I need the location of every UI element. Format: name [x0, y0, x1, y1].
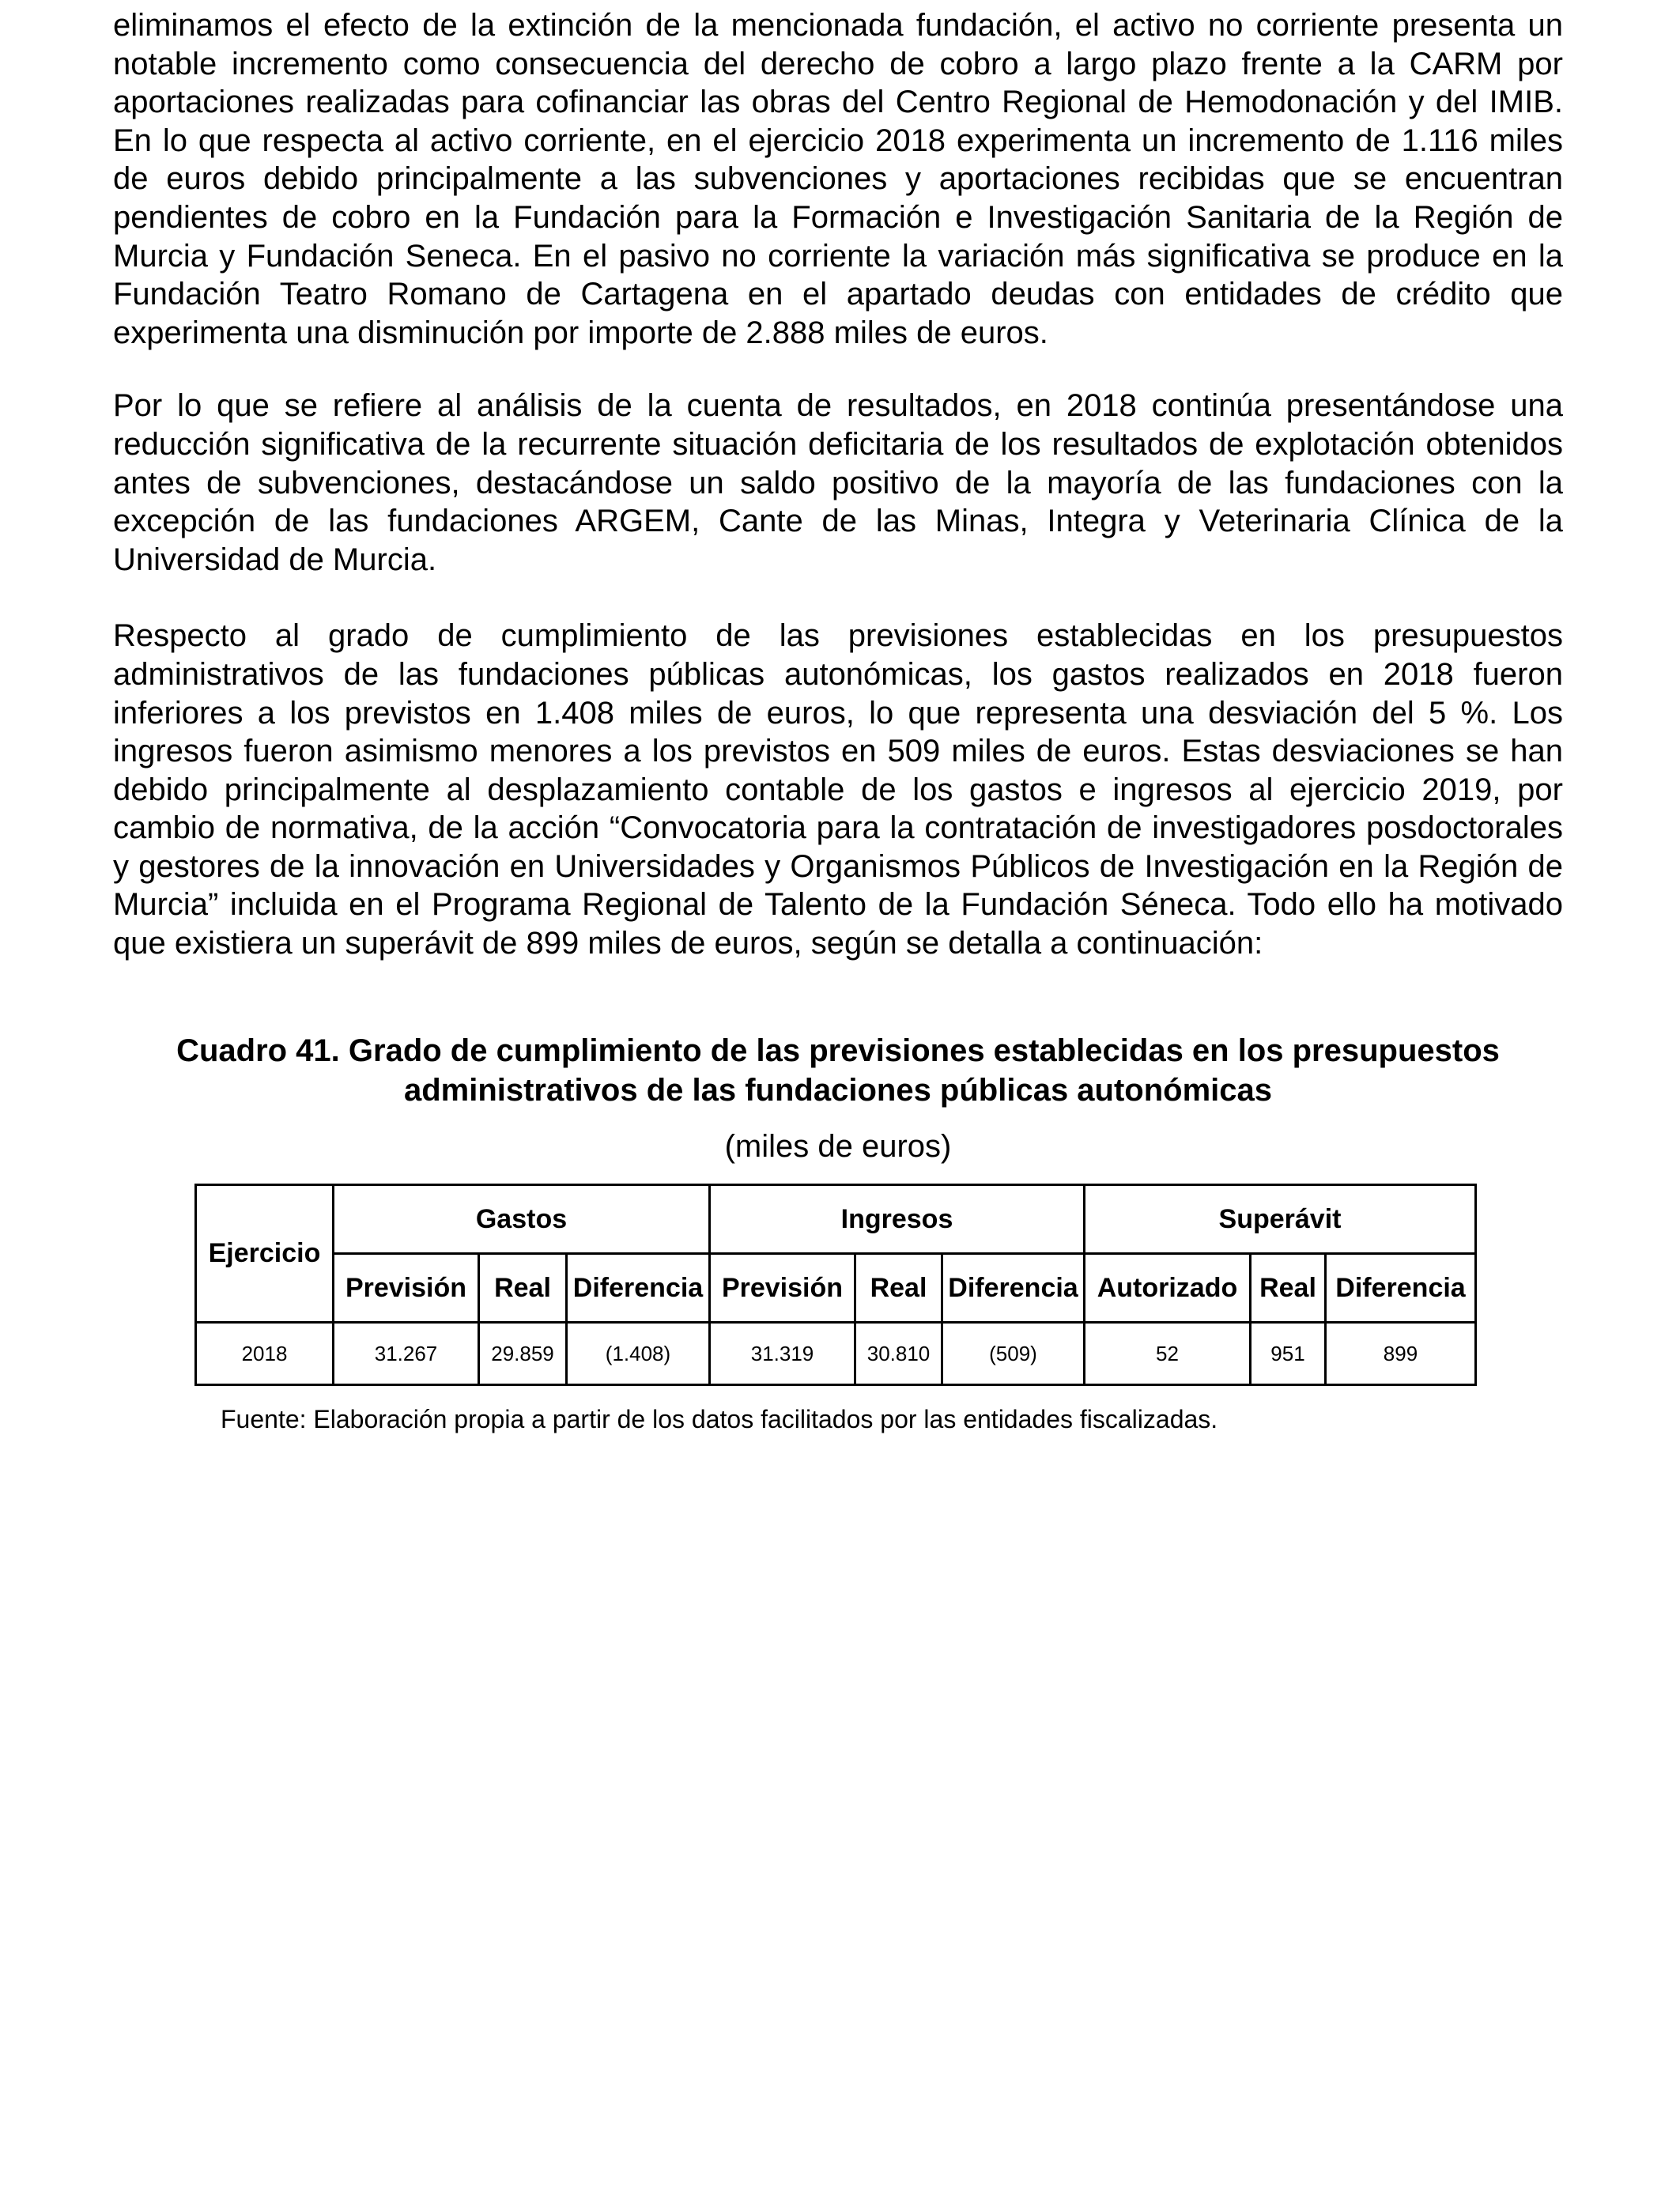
paragraph-results: Por lo que se refiere al análisis de la cuenta de resultados, en 2018 continúa presentándose una reducción significativa de la recurrente situación deficitaria de los resultados de explotación obtenidos antes de subvenciones, destacándose un saldo positivo de la mayoría de las fundaciones con la excepción de las fundaciones ARGEM, Cante de las Minas, Integra y Veterinaria Clínica de la Universidad de Murcia.	[113, 388, 1563, 577]
cell-superavit-real: 951	[1251, 1323, 1326, 1385]
table-title-line-1: Cuadro 41. Grado de cumplimiento de las previsiones establecidas en los presupuestos	[176, 1033, 1500, 1068]
subheader-superavit-real: Real	[1251, 1254, 1326, 1323]
cell-ingresos-real: 30.810	[855, 1323, 942, 1385]
paragraph-budget-compliance: Respecto al grado de cumplimiento de las previsiones establecidas en los presupuestos administrativos de las fundaciones públicas autonómicas, los gastos realizados en 2018 fueron inferiores a los previstos en 1.408 miles de euros, lo que representa una desviación del 5 %. Los ingresos fueron asimismo menores a los previstos en 509 miles de euros. Estas desviaciones se han debido principalmente al desplazamiento contable de los gastos e ingresos al ejercicio 2019, por cambio de normativa, de la acción “Convocatoria para la contratación de investigadores posdoctorales y gestores de la innovación en Universidades y Organismos Públicos de Investigación en la Región de Murcia” incluida en el Programa Regional de Talento de la Fundación Séneca. Todo ello ha motivado que existiera un superávit de 899 miles de euros, según se detalla a continuación:	[113, 618, 1563, 961]
header-gastos: Gastos	[334, 1185, 710, 1254]
header-ingresos: Ingresos	[710, 1185, 1085, 1254]
header-superavit: Superávit	[1085, 1185, 1476, 1254]
cell-ejercicio: 2018	[196, 1323, 334, 1385]
cell-ingresos-prevision: 31.319	[710, 1323, 855, 1385]
cell-ingresos-diferencia: (509)	[942, 1323, 1085, 1385]
subheader-superavit-diferencia: Diferencia	[1326, 1254, 1476, 1323]
subheader-ingresos-diferencia: Diferencia	[942, 1254, 1085, 1323]
cell-gastos-diferencia: (1.408)	[567, 1323, 710, 1385]
subheader-gastos-diferencia: Diferencia	[567, 1254, 710, 1323]
subheader-superavit-autorizado: Autorizado	[1085, 1254, 1251, 1323]
subheader-gastos-real: Real	[479, 1254, 567, 1323]
table-title	[113, 1031, 1563, 1110]
cell-gastos-prevision: 31.267	[334, 1323, 479, 1385]
document-body	[113, 6, 1563, 1001]
budget-compliance-table	[194, 1184, 1477, 1386]
table-unit: (miles de euros)	[724, 1129, 952, 1164]
paragraph-balance: eliminamos el efecto de la extinción de la mencionada fundación, el activo no corriente presenta un notable incremento como consecuencia del derecho de cobro a largo plazo frente a la CARM por aportaciones realizadas para cofinanciar las obras del Centro Regional de Hemodonación y del IMIB. En lo que respecta al activo corriente, en el ejercicio 2018 experimenta un incremento de 1.116 miles de euros debido principalmente a las subvenciones y aportaciones recibidas que se encuentran pendientes de cobro en la Fundación para la Formación e Investigación Sanitaria de la Región de Murcia y Fundación Seneca. En el pasivo no corriente la variación más significativa se produce en la Fundación Teatro Romano de Cartagena en el apartado deudas con entidades de crédito que experimenta una disminución por importe de 2.888 miles de euros.	[113, 8, 1563, 350]
subheader-ingresos-prevision: Previsión	[710, 1254, 855, 1323]
cell-superavit-autorizado: 52	[1085, 1323, 1251, 1385]
table-title-line-2: administrativos de las fundaciones públicas autonómicas	[403, 1073, 1273, 1108]
subheader-ingresos-real: Real	[855, 1254, 942, 1323]
table-row	[196, 1323, 1476, 1385]
cell-gastos-real: 29.859	[479, 1323, 567, 1385]
cell-superavit-diferencia: 899	[1326, 1323, 1476, 1385]
table-source-note: Fuente: Elaboración propia a partir de los datos facilitados por las entidades fiscalizadas.	[221, 1405, 1218, 1433]
subheader-gastos-prevision: Previsión	[334, 1254, 479, 1323]
header-ejercicio: Ejercicio	[196, 1185, 334, 1323]
